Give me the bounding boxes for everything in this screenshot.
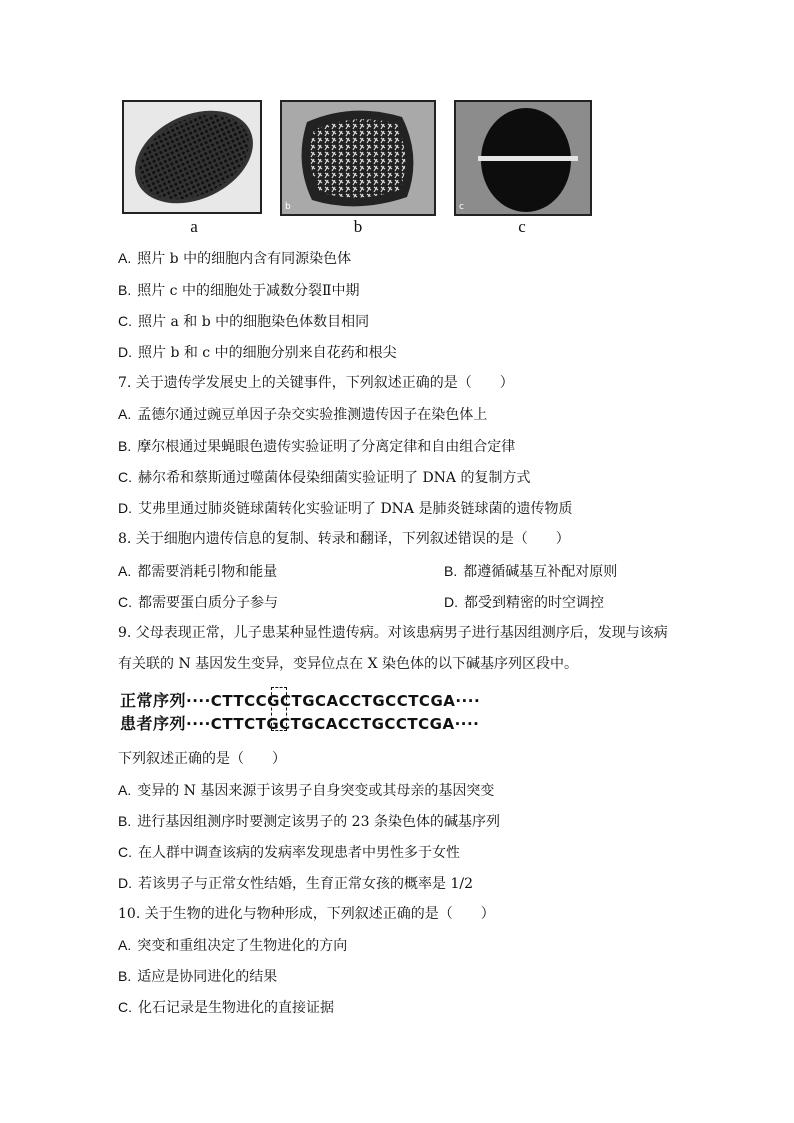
q7-option-c: C. 赫尔希和蔡斯通过噬菌体侵染细菌实验证明了 DNA 的复制方式	[118, 469, 531, 486]
photo-caption-b: b	[353, 217, 363, 236]
q9-stem-line2: 有关联的 N 基因发生变异，变异位点在 X 染色体的以下碱基序列区段中。	[118, 656, 579, 672]
q8-option-d: D. 都受到精密的时空调控	[444, 594, 604, 611]
normal-sequence-bases: ····CTTCCGCTGCACCTGCCTCGA····	[186, 692, 481, 710]
q8-stem: 8. 关于细胞内遗传信息的复制、转录和翻译，下列叙述错误的是（ ）	[118, 531, 570, 547]
q7-option-a: A. 孟德尔通过豌豆单因子杂交实验推测遗传因子在染色体上	[118, 406, 488, 423]
photo-tag: c	[459, 202, 464, 212]
q10-stem: 10. 关于生物的进化与物种形成，下列叙述正确的是（ ）	[118, 906, 495, 922]
photo-a	[122, 100, 262, 214]
normal-sequence-label: 正常序列	[120, 691, 187, 710]
q10-option-c: C. 化石记录是生物进化的直接证据	[118, 999, 334, 1016]
q6-option-d: D. 照片 b 和 c 中的细胞分别来自花药和根尖	[118, 344, 397, 361]
photo-caption-c: c	[518, 217, 526, 236]
micrograph-figure	[122, 100, 592, 240]
q9-option-c: C. 在人群中调查该病的发病率发现患者中男性多于女性	[118, 844, 460, 861]
patient-sequence	[120, 711, 479, 734]
q9-option-b: B. 进行基因组测序时要测定该男子的 23 条染色体的碱基序列	[118, 813, 500, 830]
q7-stem: 7. 关于遗传学发展史上的关键事件，下列叙述正确的是（ ）	[118, 375, 514, 391]
q7-option-d: D. 艾弗里通过肺炎链球菌转化实验证明了 DNA 是肺炎链球菌的遗传物质	[118, 500, 573, 517]
q6-option-a: A. 照片 b 中的细胞内含有同源染色体	[118, 250, 352, 267]
q10-option-a: A. 突变和重组决定了生物进化的方向	[118, 937, 348, 954]
photo-tag: b	[285, 202, 291, 212]
mutation-site-box	[271, 687, 287, 731]
q8-option-c: C. 都需要蛋白质分子参与	[118, 594, 278, 611]
normal-sequence	[120, 688, 480, 711]
photo-a-image	[124, 102, 260, 212]
patient-sequence-label: 患者序列	[120, 714, 187, 733]
photo-caption-a: a	[190, 217, 198, 236]
q9-option-a: A. 变异的 N 基因来源于该男子自身突变或其母亲的基因突变	[118, 782, 495, 799]
photo-c	[454, 100, 592, 216]
photo-c-image	[456, 102, 590, 214]
patient-sequence-bases: ····CTTCTGCTGCACCTGCCTCGA····	[186, 715, 480, 733]
photo-b	[280, 100, 436, 216]
q8-option-b: B. 都遵循碱基互补配对原则	[444, 563, 618, 580]
q9-option-d: D. 若该男子与正常女性结婚，生育正常女孩的概率是 1/2	[118, 875, 473, 892]
q8-option-a: A. 都需要消耗引物和能量	[118, 563, 278, 580]
q7-option-b: B. 摩尔根通过果蝇眼色遗传实验证明了分离定律和自由组合定律	[118, 438, 516, 455]
q10-option-b: B. 适应是协同进化的结果	[118, 968, 278, 985]
q9-question: 下列叙述正确的是（ ）	[118, 751, 286, 767]
photo-b-image	[282, 102, 434, 214]
q6-option-c: C. 照片 a 和 b 中的细胞染色体数目相同	[118, 313, 370, 330]
q9-stem-line1: 9. 父母表现正常，儿子患某种显性遗传病。对该患病男子进行基因组测序后，发现与该病	[118, 625, 668, 641]
q6-option-b: B. 照片 c 中的细胞处于减数分裂Ⅱ中期	[118, 282, 360, 299]
